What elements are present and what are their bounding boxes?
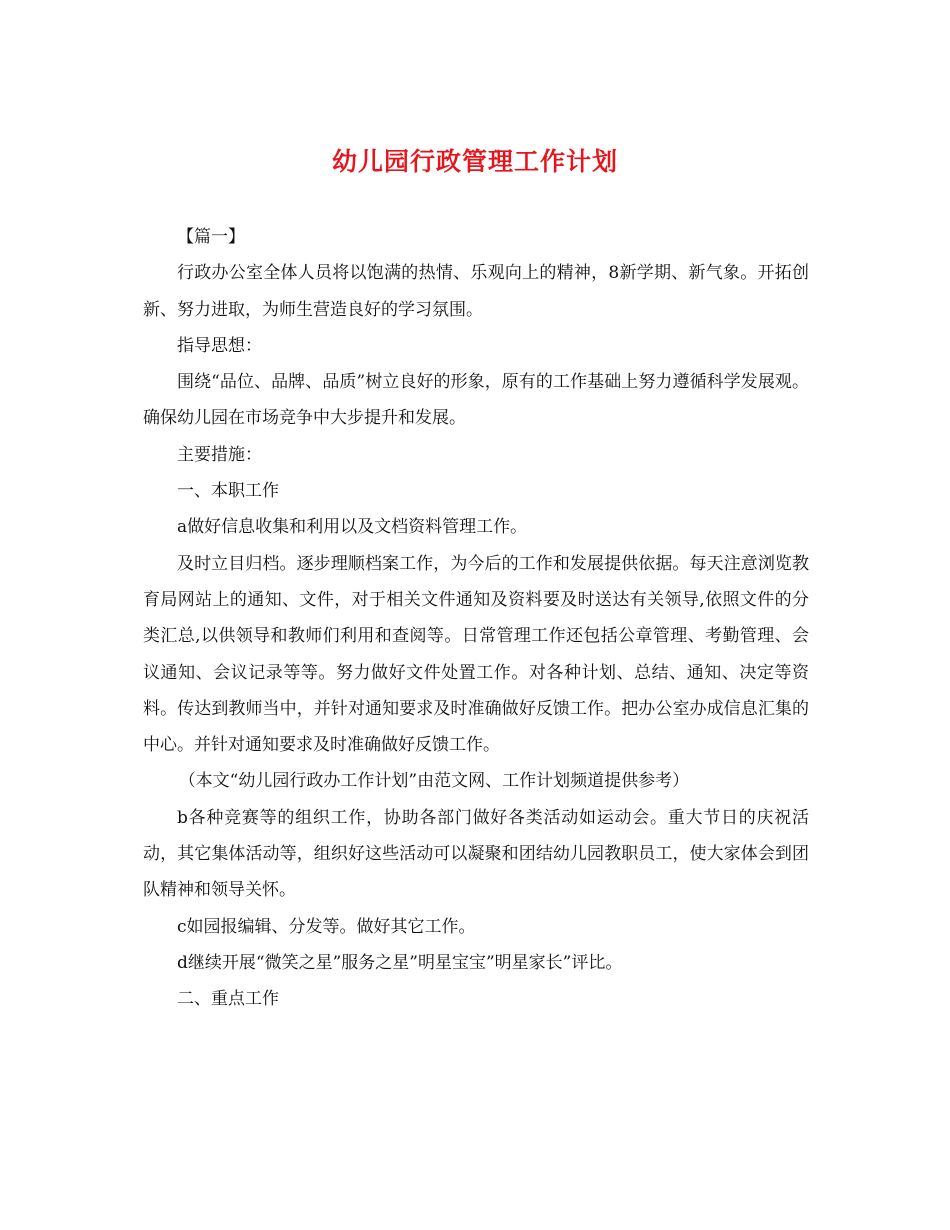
document-title: 幼儿园行政管理工作计划 bbox=[331, 147, 618, 176]
heading-key-work: 二、重点工作 bbox=[177, 989, 279, 1010]
paragraph-intro: 行政办公室全体人员将以饱满的热情、乐观向上的精神，8新学期、新气象。开拓创新、努力进取，为师生营造良好的学习氛围。 bbox=[143, 263, 809, 320]
heading-duty-work: 一、本职工作 bbox=[177, 481, 279, 502]
paragraph-archiving: 及时立目归档。逐步理顺档案工作，为今后的工作和发展提供依据。每天注意浏览教育局网站上的通知、文件，对于相关文件通知及资料要及时送达有关领导,依照文件的分类汇总,以供领导和教师们利用和查阅等。日常管理工作还包括公章管理、考勤管理、会议通知、会议记录等等。努力做好文件处置工作。对各种计划、总结、通知、决定等资料。传达到教师当中，并针对通知要求及时准确做好反馈工作。把办公室办成信息汇集的中心。并针对通知要求及时准确做好反馈工作。 bbox=[143, 553, 809, 756]
paragraph-guiding-ideology: 围绕“品位、品牌、品质”树立良好的形象，原有的工作基础上努力遵循科学发展观。确保幼儿园在市场竞争中大步提升和发展。 bbox=[143, 372, 809, 429]
document-body bbox=[143, 219, 809, 1018]
item-a: a做好信息收集和利用以及文档资料管理工作。 bbox=[177, 517, 528, 538]
item-b: b各种竞赛等的组织工作，协助各部门做好各类活动如运动会。重大节日的庆祝活动，其它集体活动等，组织好这些活动可以凝聚和团结幼儿园教职员工，使大家体会到团队精神和领导关怀。 bbox=[143, 807, 809, 901]
source-note: （本文“幼儿园行政办工作计划”由范文网、工作计划频道提供参考） bbox=[178, 771, 690, 792]
heading-guiding-ideology: 指导思想： bbox=[177, 335, 262, 356]
item-c: c如园报编辑、分发等。做好其它工作。 bbox=[177, 916, 476, 937]
section-heading: 【篇一】 bbox=[177, 227, 245, 247]
item-d: d继续开展“微笑之星”服务之星”明星宝宝”明星家长”评比。 bbox=[177, 952, 623, 973]
heading-main-measures: 主要措施： bbox=[177, 444, 262, 465]
